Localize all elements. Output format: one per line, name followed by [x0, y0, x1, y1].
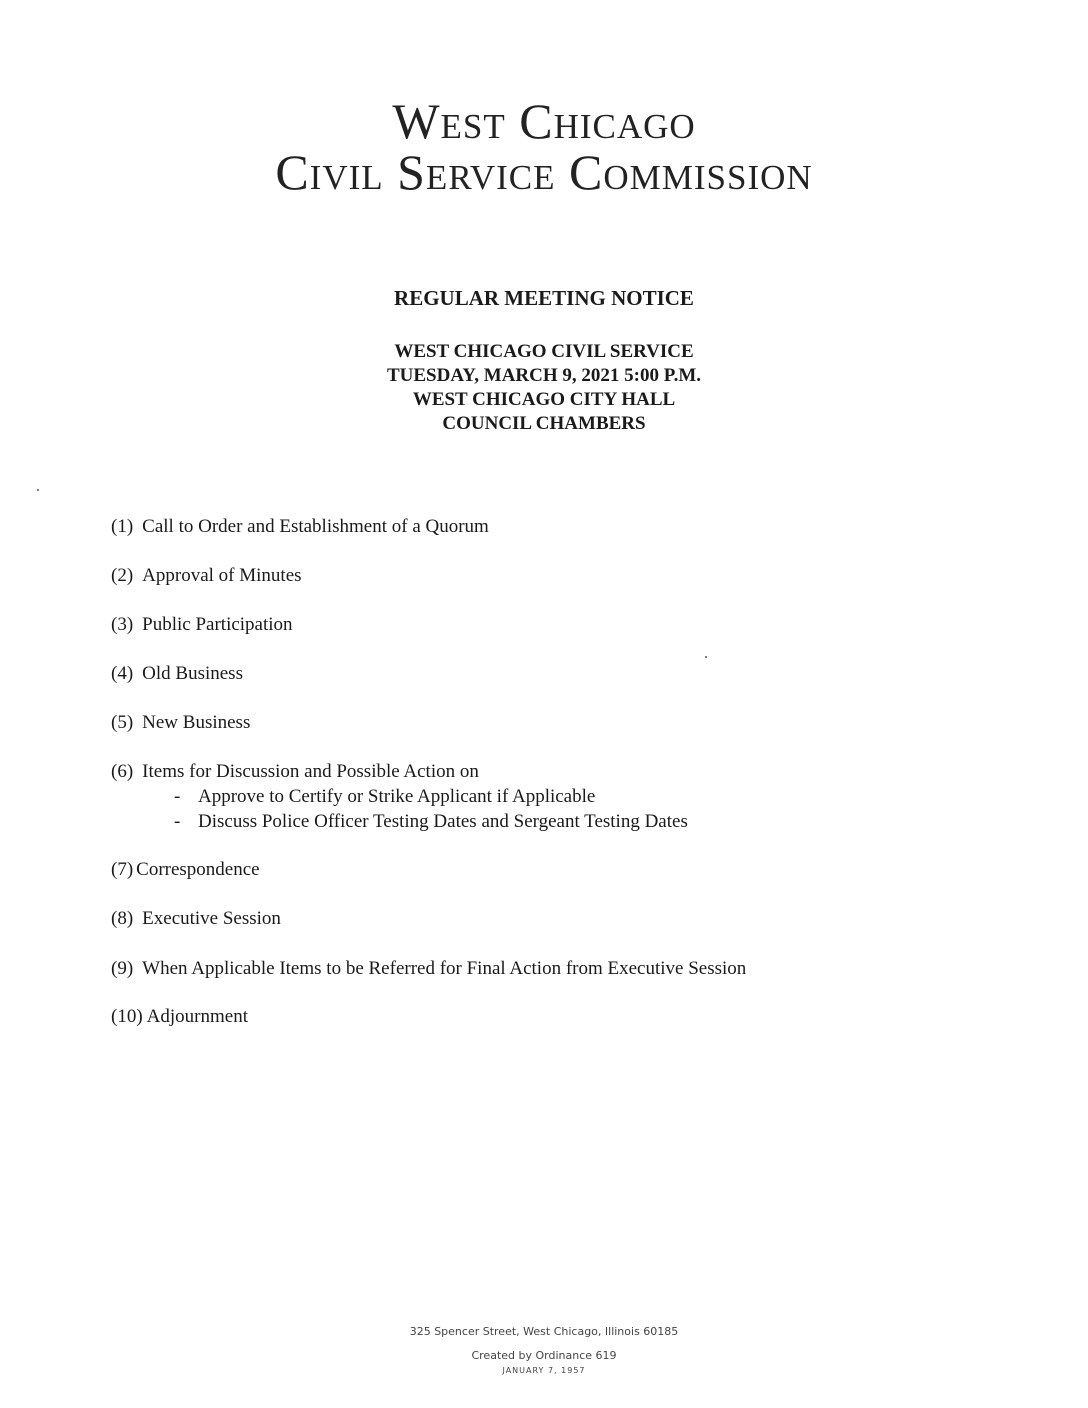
agenda-item-text: Executive Session [142, 908, 281, 929]
subitem-dash: - [174, 786, 181, 807]
notice-title: REGULAR MEETING NOTICE [394, 286, 694, 310]
agenda-item-number: (5) [111, 712, 134, 733]
agenda-item-text: When Applicable Items to be Referred for Final Action from Executive Session [142, 958, 747, 979]
footer-date: JANUARY 7, 1957 [502, 1366, 586, 1375]
agenda-item [111, 712, 250, 734]
footer-address: 325 Spencer Street, West Chicago, Illinois 60185 [409, 1325, 679, 1338]
header-line-2: Civil Service Commission [275, 144, 813, 200]
agenda-item-text: Approval of Minutes [142, 565, 302, 586]
agenda-item [111, 614, 293, 636]
meeting-body: WEST CHICAGO CIVIL SERVICE [394, 341, 694, 362]
subitem-dash: - [174, 811, 181, 832]
agenda-item [111, 516, 489, 538]
agenda-item [111, 565, 302, 587]
agenda-item [111, 908, 281, 930]
footer-created: Created by Ordinance 619 [471, 1349, 617, 1362]
subitem-text: Discuss Police Officer Testing Dates and Sergeant Testing Dates [198, 811, 688, 832]
agenda-item-number: (6) [111, 761, 134, 782]
scan-speck [705, 656, 707, 658]
agenda-item-number: (9) [111, 958, 134, 979]
agenda-item-text: Items for Discussion and Possible Action on [142, 761, 479, 782]
agenda-item-text: Call to Order and Establishment of a Quorum [142, 516, 489, 537]
meeting-room: COUNCIL CHAMBERS [442, 413, 646, 434]
agenda-item-text: Correspondence [136, 859, 260, 880]
agenda-item [111, 663, 243, 685]
agenda-item-number: (1) [111, 516, 134, 537]
agenda-item [111, 958, 746, 980]
meeting-datetime: TUESDAY, MARCH 9, 2021 5:00 P.M. [386, 365, 702, 386]
agenda-item-text: Public Participation [142, 614, 293, 635]
agenda-item-number: (4) [111, 663, 134, 684]
agenda-item-number: (3) [111, 614, 134, 635]
subitem-text: Approve to Certify or Strike Applicant if Applicable [198, 786, 596, 807]
scan-speck [37, 489, 39, 491]
agenda-item [111, 859, 260, 881]
agenda-subitem [174, 811, 688, 833]
agenda-item-number: (10) [111, 1006, 143, 1027]
meeting-details [0, 340, 1088, 436]
agenda-item [111, 1006, 248, 1028]
agenda-item-text: Old Business [142, 663, 243, 684]
header-line-1: West Chicago [392, 93, 696, 149]
meeting-location: WEST CHICAGO CITY HALL [412, 389, 676, 410]
agenda-item-number: (2) [111, 565, 134, 586]
agenda-item-text: New Business [142, 712, 251, 733]
agenda-item [111, 761, 479, 783]
agenda-item-number: (7) [111, 859, 134, 880]
agenda-item-text: Adjournment [146, 1006, 248, 1027]
agenda-item-number: (8) [111, 908, 134, 929]
agenda-subitem [174, 786, 595, 808]
